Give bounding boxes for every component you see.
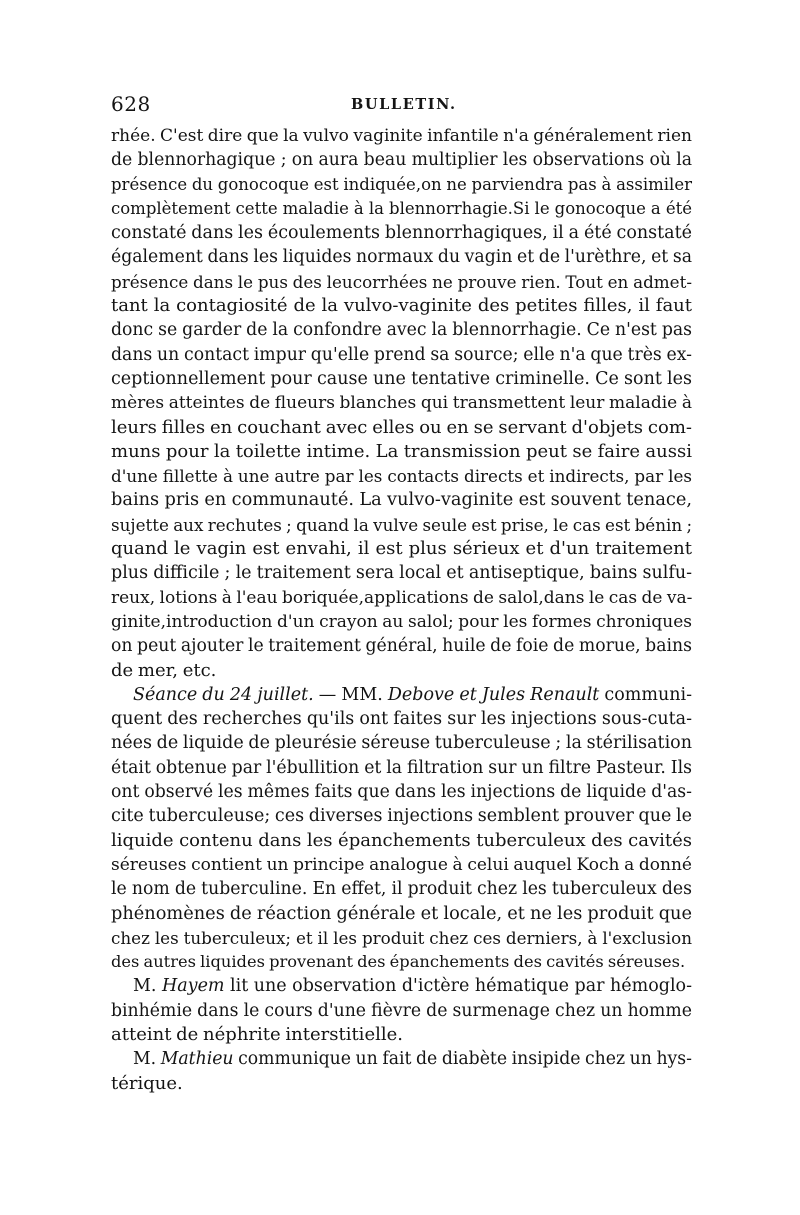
text-line: présence du gonocoque est indiquée,on ne parviendra pas à assimiler xyxy=(111,174,692,194)
text-line: phénomènes de réaction générale et locale, et ne les produit que xyxy=(111,903,692,924)
text-line: dans un contact impur qu'elle prend sa source; elle n'a que très ex- xyxy=(111,344,692,365)
text-fragment: M. xyxy=(133,976,162,997)
text-fragment: communi- xyxy=(599,684,693,705)
seance-date: Séance du 24 juillet. xyxy=(133,684,314,705)
text-line: constaté dans les écoulements blennorrhagiques, il a été constaté xyxy=(111,223,692,244)
text-line: reux, lotions à l'eau boriquée,applications de salol,dans le cas de va- xyxy=(111,587,693,608)
text-line: était obtenue par l'ébullition et la filtration sur un filtre Pasteur. Ils xyxy=(111,757,692,778)
running-head: BULLETIN. xyxy=(351,96,457,113)
text-line: complètement cette maladie à la blennorrhagie.Si le gonocoque a été xyxy=(111,198,692,218)
text-line: quent des recherches qu'ils ont faites sur les injections sous-cuta- xyxy=(111,709,692,730)
text-line: mères atteintes de flueurs blanches qui transmettent leur maladie à xyxy=(111,393,692,414)
text-fragment: M. xyxy=(133,1049,161,1070)
text-line: rhée. C'est dire que la vulvo vaginite infantile n'a généralement rien xyxy=(111,126,692,146)
text-line: séreuses contient un principe analogue à celui auquel Koch a donné xyxy=(111,854,692,875)
text-line: nées de liquide de pleurésie séreuse tuberculeuse ; la stérilisation xyxy=(111,733,692,754)
author-names: Debove et Jules Renault xyxy=(387,684,600,705)
text-line: d'une fillette à une autre par les contacts directs et indirects, par les xyxy=(111,466,692,487)
text-line: quand le vagin est envahi, il est plus sérieux et d'un traitement xyxy=(111,538,692,560)
text-line: de blennorhagique ; on aura beau multiplier les observations où la xyxy=(111,150,692,171)
text-line: plus difficile ; le traitement sera local et antiseptique, bains sulfu- xyxy=(111,563,692,584)
text-line: binhémie dans le cours d'une fièvre de surmenage chez un homme xyxy=(111,1000,692,1021)
text-line: bains pris en communauté. La vulvo-vaginite est souvent tenace, xyxy=(111,490,692,511)
author-name: Hayem xyxy=(161,976,225,997)
page-number: 628 xyxy=(111,92,151,116)
text-fragment: lit une observation d'ictère hématique par hémoglo- xyxy=(224,976,692,997)
mathieu-line xyxy=(111,1047,692,1071)
text-line: donc se garder de la confondre avec la blennorrhagie. Ce n'est pas xyxy=(111,320,692,341)
text-line: chez les tuberculeux; et il les produit chez ces derniers, à l'exclusion xyxy=(111,927,692,948)
text-fragment: communique un fait de diabète insipide chez un hys- xyxy=(233,1049,692,1070)
text-line: ont observé les mêmes faits que dans les injections de liquide d'as- xyxy=(111,782,692,803)
text-line: le nom de tuberculine. En effet, il produit chez les tuberculeux des xyxy=(111,879,692,900)
text-line: térique. xyxy=(111,1072,183,1094)
text-line: ceptionnellement pour cause une tentative criminelle. Ce sont les xyxy=(111,368,692,389)
text-fragment: — MM. xyxy=(313,684,388,705)
text-line: ginite,introduction d'un crayon au salol; pour les formes chroniques xyxy=(111,611,692,632)
text-line: de mer, etc. xyxy=(111,659,217,681)
hayem-line xyxy=(111,974,692,998)
text-line: cite tuberculeuse; ces diverses injections semblent prouver que le xyxy=(111,806,692,827)
text-line: muns pour la toilette intime. La transmission peut se faire aussi xyxy=(111,440,692,462)
text-line: des autres liquides provenant des épanchements des cavités séreuses. xyxy=(111,952,686,972)
seance-heading-line xyxy=(111,683,692,707)
body-text xyxy=(111,124,692,1096)
author-name: Mathieu xyxy=(160,1049,234,1070)
text-line: sujette aux rechutes ; quand la vulve seule est prise, le cas est bénin ; xyxy=(111,514,693,535)
text-line: tant la contagiosité de la vulvo-vaginite des petites filles, il faut xyxy=(111,295,692,317)
text-line: leurs filles en couchant avec elles ou en se servant d'objets com- xyxy=(111,416,692,438)
text-line: liquide contenu dans les épanchements tuberculeux des cavités xyxy=(111,829,692,851)
page-header xyxy=(111,92,691,120)
text-line: atteint de néphrite interstitielle. xyxy=(111,1023,403,1045)
text-line: également dans les liquides normaux du vagin et de l'urèthre, et sa xyxy=(111,247,692,268)
text-line: on peut ajouter le traitement général, huile de foie de morue, bains xyxy=(111,636,692,657)
text-line: présence dans le pus des leucorrhées ne prouve rien. Tout en admet- xyxy=(111,271,692,292)
